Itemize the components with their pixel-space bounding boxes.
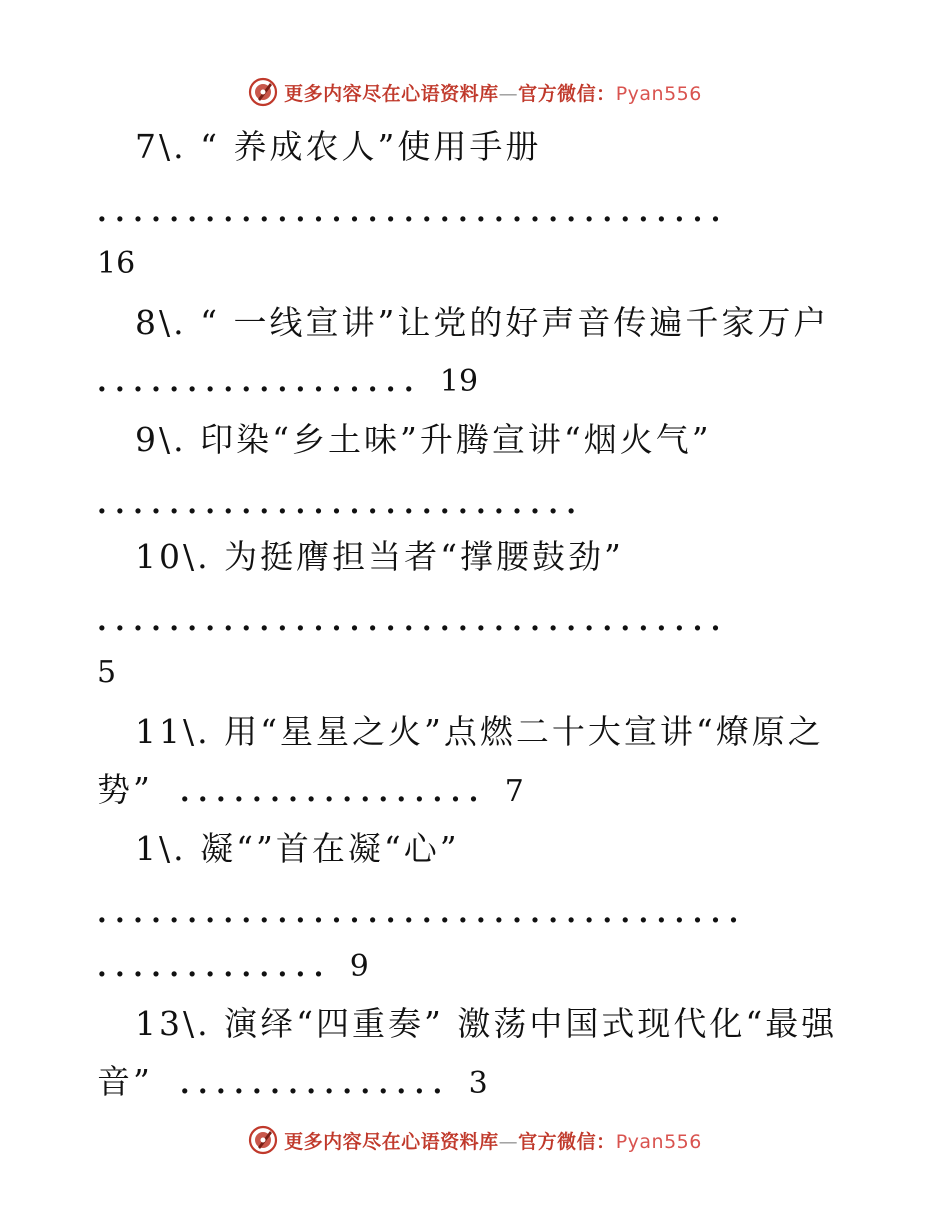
header-watermark bbox=[0, 72, 950, 112]
toc-entry-title: 11\. 用“星星之火”点燃二十大宣讲“燎原之 bbox=[135, 712, 824, 751]
watermark-text: 更多内容尽在心语资料库—官方微信：Pyan556 bbox=[284, 82, 702, 105]
footer-watermark bbox=[0, 1120, 950, 1160]
toc-page-number: 9 bbox=[349, 949, 369, 984]
toc-entry-title: 1\. 凝“”首在凝“心” bbox=[135, 829, 460, 868]
toc-leader-dots: .................................... bbox=[97, 896, 747, 929]
pen-logo-icon bbox=[248, 1125, 278, 1155]
toc-leader-dots: ................................... bbox=[97, 604, 729, 637]
toc-leader-dots: ........................... bbox=[97, 487, 585, 520]
toc-leader-dots: ............. bbox=[97, 950, 350, 983]
toc-page-number: 16 bbox=[97, 246, 136, 281]
toc-entry-title: 7\. “ 养成农人”使用手册 bbox=[135, 127, 542, 166]
toc-entry-continuation bbox=[97, 1062, 488, 1104]
toc-leader-dots: ............... bbox=[179, 1067, 469, 1100]
toc-entry-title: 8\. “ 一线宣讲”让党的好声音传遍千家万户 bbox=[135, 303, 830, 342]
toc-entry-title-cont: 音” bbox=[97, 1062, 153, 1101]
toc-page-number: 5 bbox=[97, 655, 117, 690]
toc-leader-dots: .................. bbox=[97, 365, 440, 398]
toc-entry-continuation bbox=[97, 770, 524, 812]
toc-page-number: 7 bbox=[504, 774, 524, 809]
toc-leader-dots: ................. bbox=[179, 775, 505, 808]
toc-entry-title: 10\. 为挺膺担当者“撑腰鼓劲” bbox=[135, 537, 624, 576]
toc-leader-line bbox=[97, 360, 478, 402]
toc-page-number: 19 bbox=[439, 364, 479, 399]
toc-entry-title: 13\. 演绎“四重奏” 激荡中国式现代化“最强 bbox=[135, 1004, 838, 1043]
toc-leader-dots: ................................... bbox=[97, 195, 729, 228]
toc-entry-title: 9\. 印染“乡土味”升腾宣讲“烟火气” bbox=[135, 420, 712, 459]
toc-entry-title-cont: 势” bbox=[97, 770, 153, 809]
pen-logo-icon bbox=[248, 77, 278, 107]
watermark-text: 更多内容尽在心语资料库—官方微信：Pyan556 bbox=[284, 1130, 702, 1153]
toc-page-number: 3 bbox=[468, 1066, 488, 1101]
toc-leader-line bbox=[97, 945, 369, 987]
